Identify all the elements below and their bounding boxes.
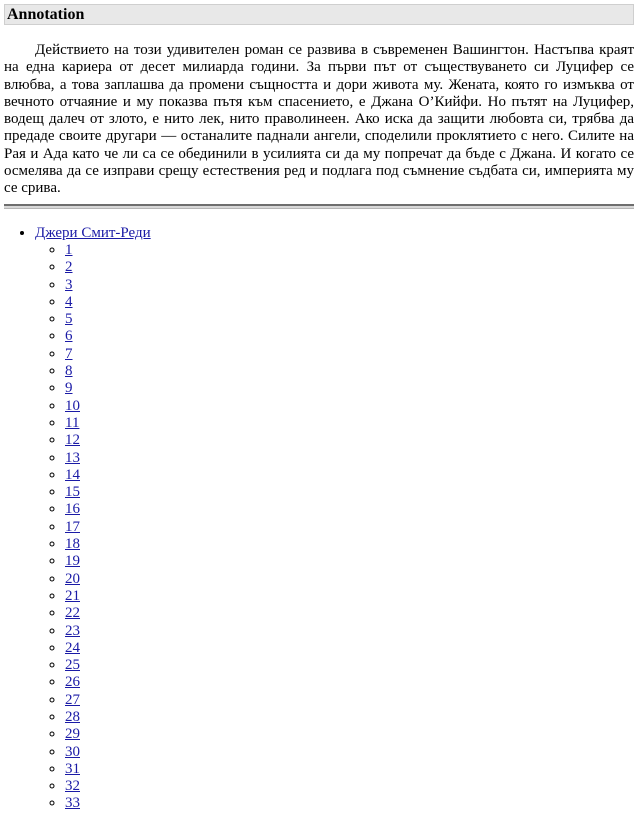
chapter-link[interactable]: 32: [65, 778, 80, 795]
chapter-link[interactable]: 21: [65, 587, 80, 604]
chapter-list-item: [65, 432, 638, 449]
chapter-link[interactable]: 2: [65, 259, 73, 276]
chapter-link[interactable]: 4: [65, 293, 73, 310]
chapter-list-item: [65, 623, 638, 640]
chapter-list-item: [65, 415, 638, 432]
chapter-link[interactable]: 14: [65, 466, 80, 483]
chapter-list-item: [65, 398, 638, 415]
chapter-list-item: [65, 709, 638, 726]
chapter-list-item: [65, 795, 638, 812]
chapter-list-item: [65, 363, 638, 380]
chapter-list-item: [65, 657, 638, 674]
chapter-list-item: [65, 674, 638, 691]
chapter-list-item: [65, 450, 638, 467]
chapter-link[interactable]: 10: [65, 397, 80, 414]
chapter-link[interactable]: 19: [65, 553, 80, 570]
chapter-link[interactable]: 26: [65, 674, 80, 691]
table-of-contents: [0, 225, 638, 813]
chapter-list-item: [65, 761, 638, 778]
chapter-link[interactable]: 12: [65, 432, 80, 449]
chapter-list-item: [65, 467, 638, 484]
author-link[interactable]: Джери Смит-Реди: [35, 224, 151, 241]
chapter-list-item: [65, 605, 638, 622]
chapter-link[interactable]: 30: [65, 743, 80, 760]
chapter-link[interactable]: 31: [65, 760, 80, 777]
chapter-list-item: [65, 380, 638, 397]
chapter-link[interactable]: 5: [65, 311, 73, 328]
chapter-link[interactable]: 1: [65, 241, 73, 258]
chapter-link[interactable]: 22: [65, 605, 80, 622]
chapter-link[interactable]: 17: [65, 518, 80, 535]
chapter-link[interactable]: 28: [65, 708, 80, 725]
chapter-link[interactable]: 27: [65, 691, 80, 708]
chapter-list-item: [65, 588, 638, 605]
chapter-list-item: [65, 726, 638, 743]
chapter-link[interactable]: 6: [65, 328, 73, 345]
chapter-list-item: [65, 277, 638, 294]
chapter-link[interactable]: 8: [65, 363, 73, 380]
chapter-link[interactable]: 18: [65, 536, 80, 553]
chapter-list-item: [65, 259, 638, 276]
chapter-list-item: [65, 242, 638, 259]
chapter-link[interactable]: 23: [65, 622, 80, 639]
chapter-link[interactable]: 15: [65, 484, 80, 501]
annotation-text: Действието на този удивителен роман се развива в съвременен Вашингтон. Настъпва краят на една кариера от десет милиарда години. За първи път от съществуването си Луцифер се влюбва, а това заплашва да промени същността и дори живота му. Жената, която го измъква от вечното отчаяние и му показва пътя към спасението, е Джана О’Кийфи. Но пътят на Луцифер, водещ далеч от злото, е нито лек, нито праволинеен. Ако иска да защити любовта си, трябва да предаде своите другари — останалите паднали ангели, споделили проклятието с него. Силите на Рая и Ада като че ли са се обединили в усилията си да му попречат да бъде с Джана. И когато се осмелява да се изправи срещу естествения ред и подлага под съмнение съдбата си, империята му се срива.: [4, 42, 634, 197]
chapter-list-item: [65, 536, 638, 553]
section-divider: [4, 204, 634, 209]
chapter-link[interactable]: 13: [65, 449, 80, 466]
chapter-link[interactable]: 11: [65, 414, 80, 431]
chapter-list-item: [65, 640, 638, 657]
chapter-list-item: [65, 692, 638, 709]
chapter-list-item: [65, 501, 638, 518]
chapter-link[interactable]: 25: [65, 657, 80, 674]
annotation-section: [4, 4, 634, 198]
annotation-heading: Annotation: [4, 4, 634, 25]
chapter-link[interactable]: 16: [65, 501, 80, 518]
chapter-link[interactable]: 9: [65, 380, 73, 397]
chapter-list-item: [65, 744, 638, 761]
chapter-link[interactable]: 20: [65, 570, 80, 587]
chapter-link[interactable]: 7: [65, 345, 73, 362]
chapter-list-item: [65, 311, 638, 328]
chapter-list-item: [65, 484, 638, 501]
chapter-link[interactable]: 3: [65, 276, 73, 293]
chapter-link[interactable]: 24: [65, 639, 80, 656]
chapter-link[interactable]: 33: [65, 795, 80, 812]
chapter-list-item: [65, 571, 638, 588]
chapter-list-item: [65, 519, 638, 536]
chapter-link[interactable]: 29: [65, 726, 80, 743]
chapter-list-item: [65, 328, 638, 345]
chapter-list: [35, 242, 638, 813]
chapter-list-item: [65, 778, 638, 795]
chapter-list-item: [65, 294, 638, 311]
toc-author-item: [35, 225, 638, 813]
chapter-list-item: [65, 553, 638, 570]
chapter-list-item: [65, 346, 638, 363]
